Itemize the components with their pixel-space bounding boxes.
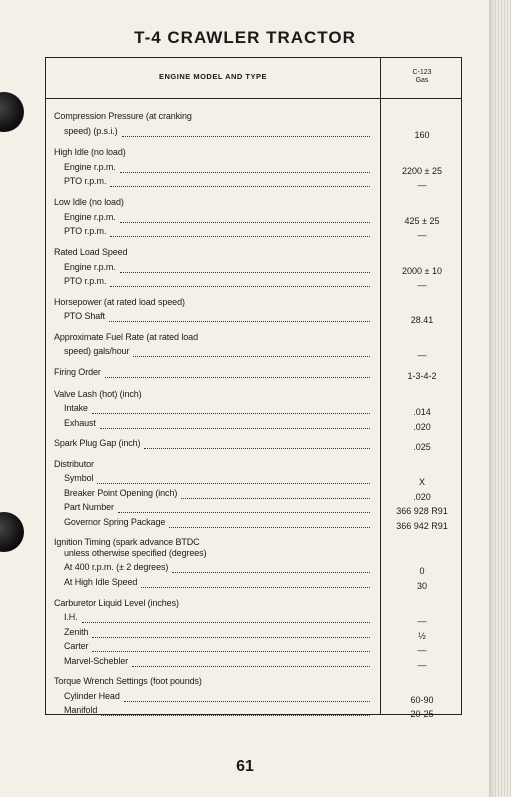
leader-dots [110,276,370,287]
leader-dots [120,262,370,273]
spec-label: Low Idle (no load) [54,197,124,207]
leader-dots [92,403,370,414]
leader-dots [120,212,370,223]
spec-label: Valve Lash (hot) (inch) [54,389,142,399]
spec-label: PTO r.p.m. [64,226,107,236]
spec-label: speed) gals/hour [64,346,130,356]
leader-dots [169,517,370,528]
spec-label: Symbol [64,473,94,483]
spec-label: Torque Wrench Settings (foot pounds) [54,676,202,686]
leader-dots [109,311,370,322]
spec-label: Governor Spring Package [64,517,166,527]
spec-label: PTO r.p.m. [64,176,107,186]
spec-value: .014 [413,407,431,417]
spec-label: Manifold [64,705,98,715]
leader-dots [181,488,370,499]
spec-table [45,57,462,719]
spec-label: speed) (p.s.i.) [64,126,118,136]
spec-value: 1-3-4-2 [407,371,437,381]
spec-label: Intake [64,403,88,413]
leader-dots [141,577,370,588]
header-label: ENGINE MODEL AND TYPE [158,72,267,81]
leader-dots [133,346,370,357]
spec-label: Marvel-Schebler [64,656,129,666]
binder-hole [0,92,24,132]
spec-label: Breaker Point Opening (inch) [64,488,178,498]
spec-label: Ignition Timing (spark advance BTDC [54,537,200,547]
spec-value: .020 [413,492,431,502]
spec-value: 2000 ± 10 [402,266,442,276]
spec-value: X [418,477,425,487]
spec-value: — [417,180,427,190]
spec-value: 366 942 R91 [396,521,448,531]
header-fuel: Gas [415,77,429,84]
spec-label: Carter [64,641,89,651]
page-stack-edge [495,0,511,797]
spec-label: At High Idle Speed [64,577,138,587]
spec-label: I.H. [64,612,78,622]
spec-label: Carburetor Liquid Level (inches) [54,598,179,608]
leader-dots [110,226,370,237]
spec-label: Compression Pressure (at cranking [54,111,192,121]
spec-label: Engine r.p.m. [64,212,116,222]
spec-label: Approximate Fuel Rate (at rated load [54,332,198,342]
spec-value: 30 [416,581,427,591]
binder-hole [0,512,24,552]
spec-value: 20-25 [410,709,434,719]
spec-label: High Idle (no load) [54,147,126,157]
leader-dots [120,162,370,173]
spec-value: 2200 ± 25 [402,166,442,176]
leader-dots [118,502,370,513]
spec-value: 28.41 [410,315,434,325]
spec-label: Horsepower (at rated load speed) [54,297,185,307]
leader-dots [100,418,370,429]
page-title: T-4 CRAWLER TRACTOR [134,28,356,47]
leader-dots [144,438,370,449]
leader-dots [97,473,370,484]
spec-label: Exhaust [64,418,96,428]
leader-dots [110,176,370,187]
leader-dots [105,367,370,378]
spec-label: At 400 r.p.m. (± 2 degrees) [64,562,169,572]
spec-label: Part Number [64,502,114,512]
table-header [46,58,461,99]
leader-dots [124,691,370,702]
spec-value: — [417,645,427,655]
spec-value: — [417,660,427,670]
spec-label: Engine r.p.m. [64,162,116,172]
spec-value: — [417,230,427,240]
spec-label: Engine r.p.m. [64,262,116,272]
spec-label: PTO r.p.m. [64,276,107,286]
leader-dots [122,126,370,137]
spec-label: PTO Shaft [64,311,105,321]
spec-value: — [417,280,427,290]
leader-dots [132,656,370,667]
header-model-code: C-123 [412,69,432,76]
header-model [382,69,462,85]
spec-label: unless otherwise specified (degrees) [64,548,207,558]
leader-dots [92,641,370,652]
spec-label: Spark Plug Gap (inch) [54,438,141,448]
spec-value: .020 [413,422,431,432]
spec-label: Firing Order [54,367,101,377]
spec-label: Distributor [54,459,94,469]
spec-value: 160 [414,130,430,140]
spec-value: 425 ± 25 [404,216,440,226]
page-number: 61 [236,758,254,775]
spec-value: 366 928 R91 [396,506,448,516]
spec-label: Cylinder Head [64,691,120,701]
spec-value: ½ [418,631,426,641]
leader-dots [101,705,370,716]
column-divider [380,58,381,714]
spec-value: — [417,350,427,360]
spec-value: — [417,616,427,626]
leader-dots [172,562,370,573]
spec-label: Zenith [64,627,89,637]
leader-dots [92,627,370,638]
leader-dots [82,612,370,623]
spec-value: 60-90 [410,695,434,705]
spec-label: Rated Load Speed [54,247,128,257]
spec-value: .025 [413,442,431,452]
spec-value: 0 [419,566,425,576]
